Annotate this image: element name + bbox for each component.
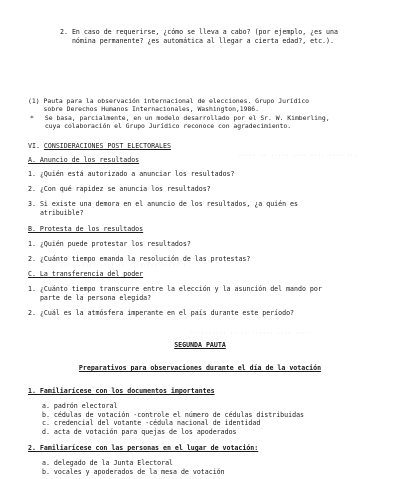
footnote	[28, 97, 330, 130]
list-item: b. cédulas de votación -controle el número de cédulas distribuidas	[42, 410, 305, 419]
footnote-text: Pauta para la observación internacional de elecciones. Grupo Jurídico	[43, 97, 310, 105]
question-text: atribuible?	[39, 208, 84, 217]
question	[28, 200, 298, 217]
heading-subtitle: Preparativos para observaciones durante el día de la votación	[78, 364, 322, 372]
question-text: nómina permanente? ¿es automática al llegar a cierta edad?, etc.).	[71, 36, 334, 45]
subsection-title: A. Anuncio de los resultados	[28, 156, 140, 164]
question	[28, 185, 211, 194]
bleed-through-text: ··· ···· ···· ···· ····· ·· ·····	[238, 152, 358, 159]
question-text: ¿Con qué rapidez se anuncia los resultados?	[39, 185, 211, 193]
footnote-text: Se basa, parcialmente, en un modelo desarrollado por el Sr. W. Kimberling,	[44, 113, 330, 122]
question-number: 2.	[28, 255, 36, 263]
list-heading: 2. Familiarícese con las personas en el lugar de votación:	[28, 444, 259, 452]
section-heading	[28, 142, 171, 151]
question-text: ¿Cuánto tiempo emanda la resolución de las protestas?	[39, 255, 251, 263]
section-title: CONSIDERACIONES POST ELECTORALES	[43, 142, 171, 150]
question	[28, 309, 294, 318]
sub-list	[42, 402, 304, 436]
question	[28, 170, 234, 179]
footnote-text: cuya colaboración el Grupo Jurídico reconoce con agradecimiento.	[44, 121, 292, 130]
question-number: 3.	[28, 200, 36, 208]
section-number: VI.	[28, 142, 40, 150]
list-item: c. credencial del votante -cédula nacional de identidad	[42, 419, 261, 428]
bleed-through-text: · ····· ······ · ·· ···· ······ ···	[60, 262, 187, 269]
question-text: ¿Cuánto tiempo transcurre entre la elección y la asunción del mando por	[39, 285, 322, 293]
question-text: parte de la persona elegida?	[39, 293, 152, 302]
list-heading: 1. Familiarícese con los documentos importantes	[28, 387, 215, 395]
subsection-title: B. Protesta de los resultados	[28, 225, 144, 233]
question-number: 1.	[28, 170, 36, 178]
question-text: Si existe una demora en el anuncio de los resultados, ¿a quién es	[39, 200, 298, 208]
sub-list	[42, 459, 225, 476]
question-number: 1.	[28, 285, 36, 293]
bleed-through-text: ···· ···· ······ ·· ·· ······· ··	[190, 330, 310, 337]
footnote-marker: (1)	[28, 97, 40, 105]
list-item: a. delegado de la Junta Electoral	[42, 459, 174, 467]
segunda-pauta-subtitle	[0, 364, 400, 373]
list-item: b. vocales y apoderados de la mesa de votación	[42, 467, 225, 476]
question-number: 2.	[28, 185, 36, 193]
list-item: a. padrón electoral	[42, 402, 118, 410]
question-number: 2.	[60, 28, 68, 36]
question	[28, 285, 322, 302]
question-2	[60, 28, 338, 45]
question-text: ¿Quién puede protestar los resultados?	[39, 240, 191, 248]
list-item: d. acta de votación para quejas de los apoderados	[42, 427, 237, 436]
footnote-text: sobre Derechos Humanos Internacionales, Washington,1986.	[43, 105, 260, 114]
question	[28, 240, 191, 249]
question-number: 1.	[28, 240, 36, 248]
question-text: ¿Cuál es la atmósfera imperante en el país durante este período?	[39, 309, 295, 317]
footnote-star: *	[30, 113, 34, 122]
question-text: En caso de requerirse, ¿cómo se lleva a cabo? (por ejemplo, ¿es una	[71, 28, 338, 36]
segunda-pauta-heading	[0, 341, 400, 350]
heading-title: SEGUNDA PAUTA	[174, 341, 226, 349]
subsection-title: C. La transferencia del poder	[28, 270, 144, 278]
question-text: ¿Quién está autorizado a anunciar los resultados?	[39, 170, 235, 178]
question	[28, 255, 250, 264]
question-number: 2.	[28, 309, 36, 317]
